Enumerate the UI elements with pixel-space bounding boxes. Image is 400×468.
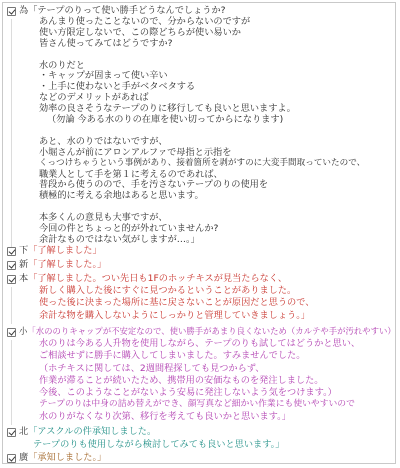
comment-text: 「アスクルの件承知しました。 [28, 426, 157, 437]
comment-text: 「了解しました」 [28, 245, 102, 256]
comment-author: 廣 [19, 452, 29, 463]
comment-text: （勿論 今ある水のりの在庫を使い切ってからになります) [47, 114, 284, 125]
comment-text: 積極的に考える余地はあると思います。 [39, 190, 204, 202]
checkmark-icon [9, 328, 16, 335]
comment-line [19, 273, 287, 284]
checkbox-0[interactable] [7, 7, 16, 16]
comment-text: あと、水のりではないですが、 [39, 135, 168, 147]
comment-text: 新しく購入した後にすぐに見つかるということがありました。 [39, 285, 297, 297]
comment-text: 水のりだと [39, 59, 85, 71]
comment-text: ご相談せずに勝手に購入してしまいました。すみませんでした。 [39, 350, 306, 362]
comment-line [19, 245, 102, 256]
comment-text: ・キャップが固まって使い辛い [39, 70, 168, 82]
comment-thread [2, 2, 396, 464]
comment-text: 「了解しました。」 [28, 259, 107, 270]
comment-text: 小堀さんが前にアロンアルファで母指と示指を [39, 146, 232, 158]
checkbox-6[interactable] [7, 454, 16, 463]
comment-entry-6 [3, 452, 397, 465]
comment-text: （ホチキスに関しては、2週間程探しても見つからず、 [39, 362, 265, 374]
checkbox-4[interactable] [7, 328, 16, 337]
comment-author: 新 [19, 259, 29, 270]
checkmark-icon [9, 428, 16, 435]
comment-text: 水のりがなくなり次第、移行を考えても良いかと思います。」 [39, 411, 291, 423]
checkmark-icon [9, 7, 16, 14]
comment-text: 本多くんの意見も大事ですが、 [39, 212, 168, 224]
comment-text: 「水ののりキャップが不安定なので、使い勝手があまり良くないため（カルテや手が汚れやすい） [27, 326, 396, 336]
comment-line [19, 452, 106, 463]
comment-text: 作業が滞ることが続いたため、携帯用の安価なものを発注しました。 [39, 374, 324, 386]
comment-author: 北 [19, 426, 29, 437]
comment-entry-5 [3, 426, 397, 454]
comment-text: 「承知しました。」 [28, 452, 107, 463]
comment-text: 普段から使うのので、手を汚さないテープのりの使用を [39, 179, 269, 191]
comment-entry-4 [3, 326, 395, 432]
comment-entry-2 [3, 259, 395, 273]
checkmark-icon [9, 454, 16, 461]
comment-text: 「テープのりって使い勝手どうなんでしょうか? [28, 5, 226, 16]
comment-author: 本 [19, 273, 29, 284]
comment-text: くっつけちゃうという事例があり、接着箇所を剥がすのに大変手間取っていたので、 [39, 157, 366, 168]
comment-text: 今後、このようなことがないよう安易に発注しないよう気をつけます。） [39, 387, 337, 398]
comment-entry-1 [3, 245, 395, 259]
thread-guide [11, 340, 12, 425]
comment-text: あんまり使ったことないので、分からないのですが [39, 15, 251, 27]
comment-text: 水のりは今ある人升物を使用しながら、テープのりも試してはどうかと思い、 [39, 338, 361, 350]
comment-line [19, 5, 226, 16]
comment-text: 「了解しました。つい先日も1Fのホッチキスが見当たらなく、 [28, 273, 288, 284]
thread-guide [11, 19, 12, 248]
comment-line [19, 426, 156, 437]
comment-text: 余計な物を購入しないようにしっかりと管理していきましょう。」 [39, 309, 311, 321]
comment-author: 為 [19, 5, 29, 16]
comment-text: 余計なものではない気がしますが…。」 [39, 233, 200, 245]
comment-author: 下 [19, 245, 29, 256]
comment-entry-0 [3, 5, 395, 245]
comment-author: 小 [19, 326, 28, 336]
comment-text: 職業人として手を第１に考えるのであれば、 [39, 168, 223, 180]
comment-line [19, 259, 106, 270]
comment-text: 効率の良さそうなテープのりに移行しても良いと思いますよ。 [39, 103, 296, 115]
checkmark-icon [9, 261, 16, 268]
checkbox-3[interactable] [7, 275, 16, 284]
comment-text: 今回の件とちょっと的が外れていませんか? [39, 223, 219, 234]
comment-text: テープのりは中身の詰め替えができ、顔写真など細かい作業にも使いやすいので [39, 399, 355, 410]
comment-text: テープのりも使用しながら検討してみても良いと思います。」 [33, 439, 285, 450]
checkbox-1[interactable] [7, 247, 16, 256]
comment-entry-3 [3, 273, 395, 327]
comment-text: 皆さん使ってみてはどうですか? [39, 37, 173, 49]
comment-text: ・上手に使わないと手がベタベタする [39, 81, 196, 93]
comment-text: 使い方限定しないで、この際どちらが使い易いか [39, 26, 241, 38]
checkmark-icon [9, 275, 16, 282]
thread-guide [11, 287, 12, 324]
comment-line [19, 326, 396, 337]
checkbox-2[interactable] [7, 261, 16, 270]
comment-text: 使った後に決まった場所に基に戻さないことが原因だと思うので、 [39, 297, 315, 309]
checkbox-5[interactable] [7, 428, 16, 437]
checkmark-icon [9, 247, 16, 254]
comment-text: などのデメリットがあれば [39, 92, 149, 104]
